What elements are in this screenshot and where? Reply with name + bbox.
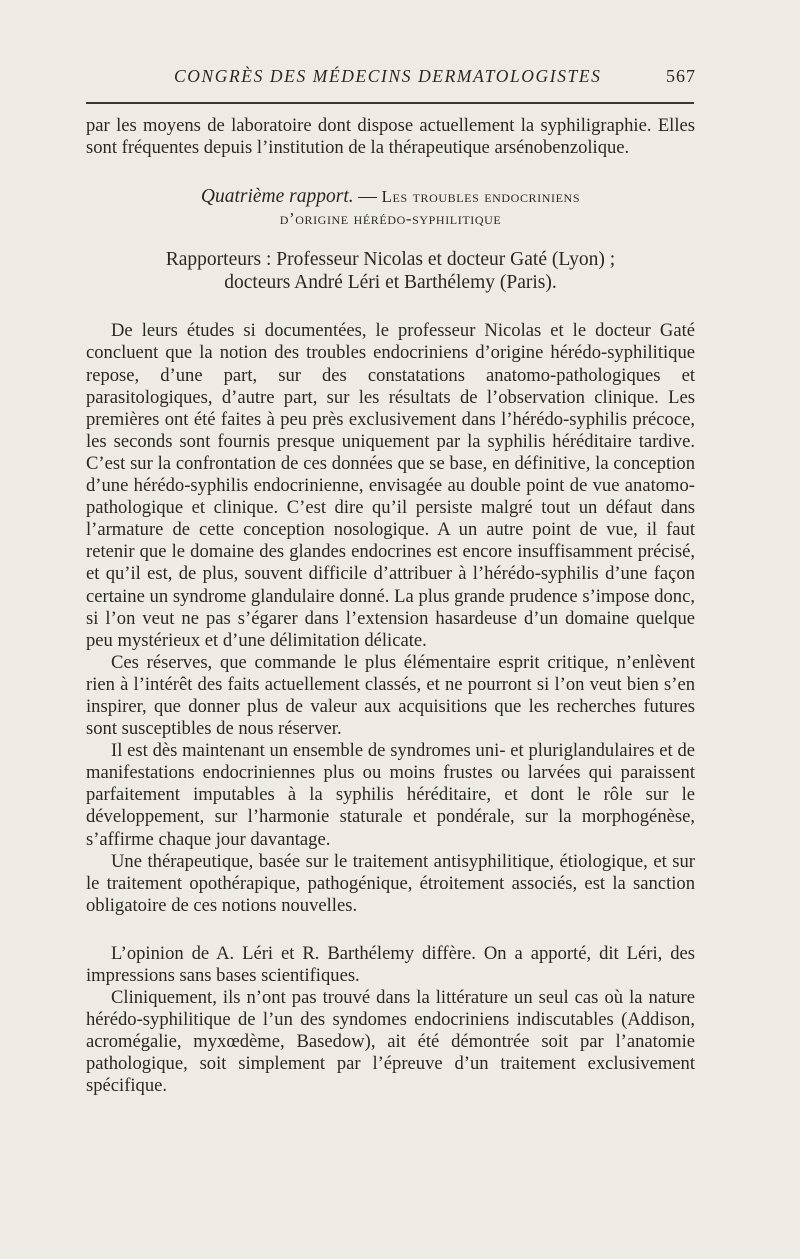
intro-paragraph: par les moyens de laboratoire dont dispose actuellement la syphiligraphie. Elles sont fréquentes depuis l’institution de la thérapeutique arsénobenzolique. — [86, 115, 695, 159]
paragraph-6: Cliniquement, ils n’ont pas trouvé dans la littérature un seul cas où la nature hérédo-syphilitique de l’un des syndomes endocriniens indiscutables (Addison, acromégalie, myxœdème, Basedow), ait été démontrée soit par l’anatomie pathologique, soit simplement par l’épreuve d’un traitement exclusivement spécifique. — [86, 987, 695, 1097]
header-rule — [86, 102, 694, 104]
paragraph-3: Il est dès maintenant un ensemble de syndromes uni- et pluriglandulaires et de manifestations endocriniennes plus ou moins frustes ou larvées qui paraissent parfaitement imputables à la syphilis héréditaire, et dont le rôle sur le développement, sur l’harmonie staturale et pondérale, sur la morphogénèse, s’affirme chaque jour davantage. — [86, 740, 695, 850]
rapporteurs-line2: docteurs André Léri et Barthélemy (Paris). — [224, 272, 557, 294]
running-title: CONGRÈS DES MÉDECINS DERMATOLOGISTES — [174, 66, 602, 86]
rapport-heading-line2 — [86, 208, 695, 230]
rapport-label: Quatrième rapport. — [200, 186, 354, 208]
paragraph-4: Une thérapeutique, basée sur le traitement antisyphilitique, étiologique, et sur le traitement opothérapique, pathogénique, étroitement associés, est la sanction obligatoire de ces notions nouvelles. — [86, 850, 695, 916]
rapport-title-line2: d’origine hérédo-syphilitique — [279, 209, 502, 229]
running-head — [86, 64, 696, 94]
rapport-heading — [86, 185, 695, 208]
body-text — [86, 115, 695, 1098]
rapport-dash: — — [353, 186, 382, 208]
paragraph-1: De leurs études si documentées, le professeur Nicolas et le docteur Gaté concluent que la notion des troubles endocriniens d’origine hérédo-syphilitique repose, d’une part, sur des constatations anatomo-pathologiques et parasitologiques, d’autre part, sur les résultats de l’observation clinique. Les premières ont été faites à peu près exclusivement dans l’hérédo-syphilis précoce, les seconds sont fournis presque uniquement par la syphilis héréditaire tardive. C’est sur la confrontation de ces données que se base, en définitive, la conception d’une hérédo-syphilis endocrinienne, envisagée au double point de vue anatomo-pathologique et clinique. C’est dire qu’il persiste malgré tout un défaut dans l’armature de cette conception nosologique. A un autre point de vue, il faut retenir que le domaine des glandes endocrines est encore insuffisamment précisé, et qu’il est, de plus, souvent difficile d’attribuer à l’hérédo-syphilis d’une façon certaine un syndrome glandulaire donné. La plus grande prudence s’impose donc, si l’on veut ne pas s’égarer dans l’extension hasardeuse d’un domaine quelque peu mystérieux et d’une délimitation délicate. — [86, 320, 695, 651]
page-number: 567 — [666, 66, 696, 86]
paragraph-2: Ces réserves, que commande le plus élémentaire esprit critique, n’enlèvent rien à l’intérêt des faits actuellement classés, et ne pourront si l’on veut bien s’en inspirer, que donner plus de valeur aux acquisitions que les recherches futures sont susceptibles de nous réserver. — [86, 651, 695, 740]
rapporteurs-line1: Rapporteurs : Professeur Nicolas et docteur Gaté (Lyon) ; — [165, 249, 616, 271]
paragraph-5: L’opinion de A. Léri et R. Barthélemy diffère. On a apporté, dit Léri, des impressions sans bases scientifiques. — [86, 942, 695, 986]
rapport-title-line1: Les troubles endocriniens — [381, 187, 581, 207]
